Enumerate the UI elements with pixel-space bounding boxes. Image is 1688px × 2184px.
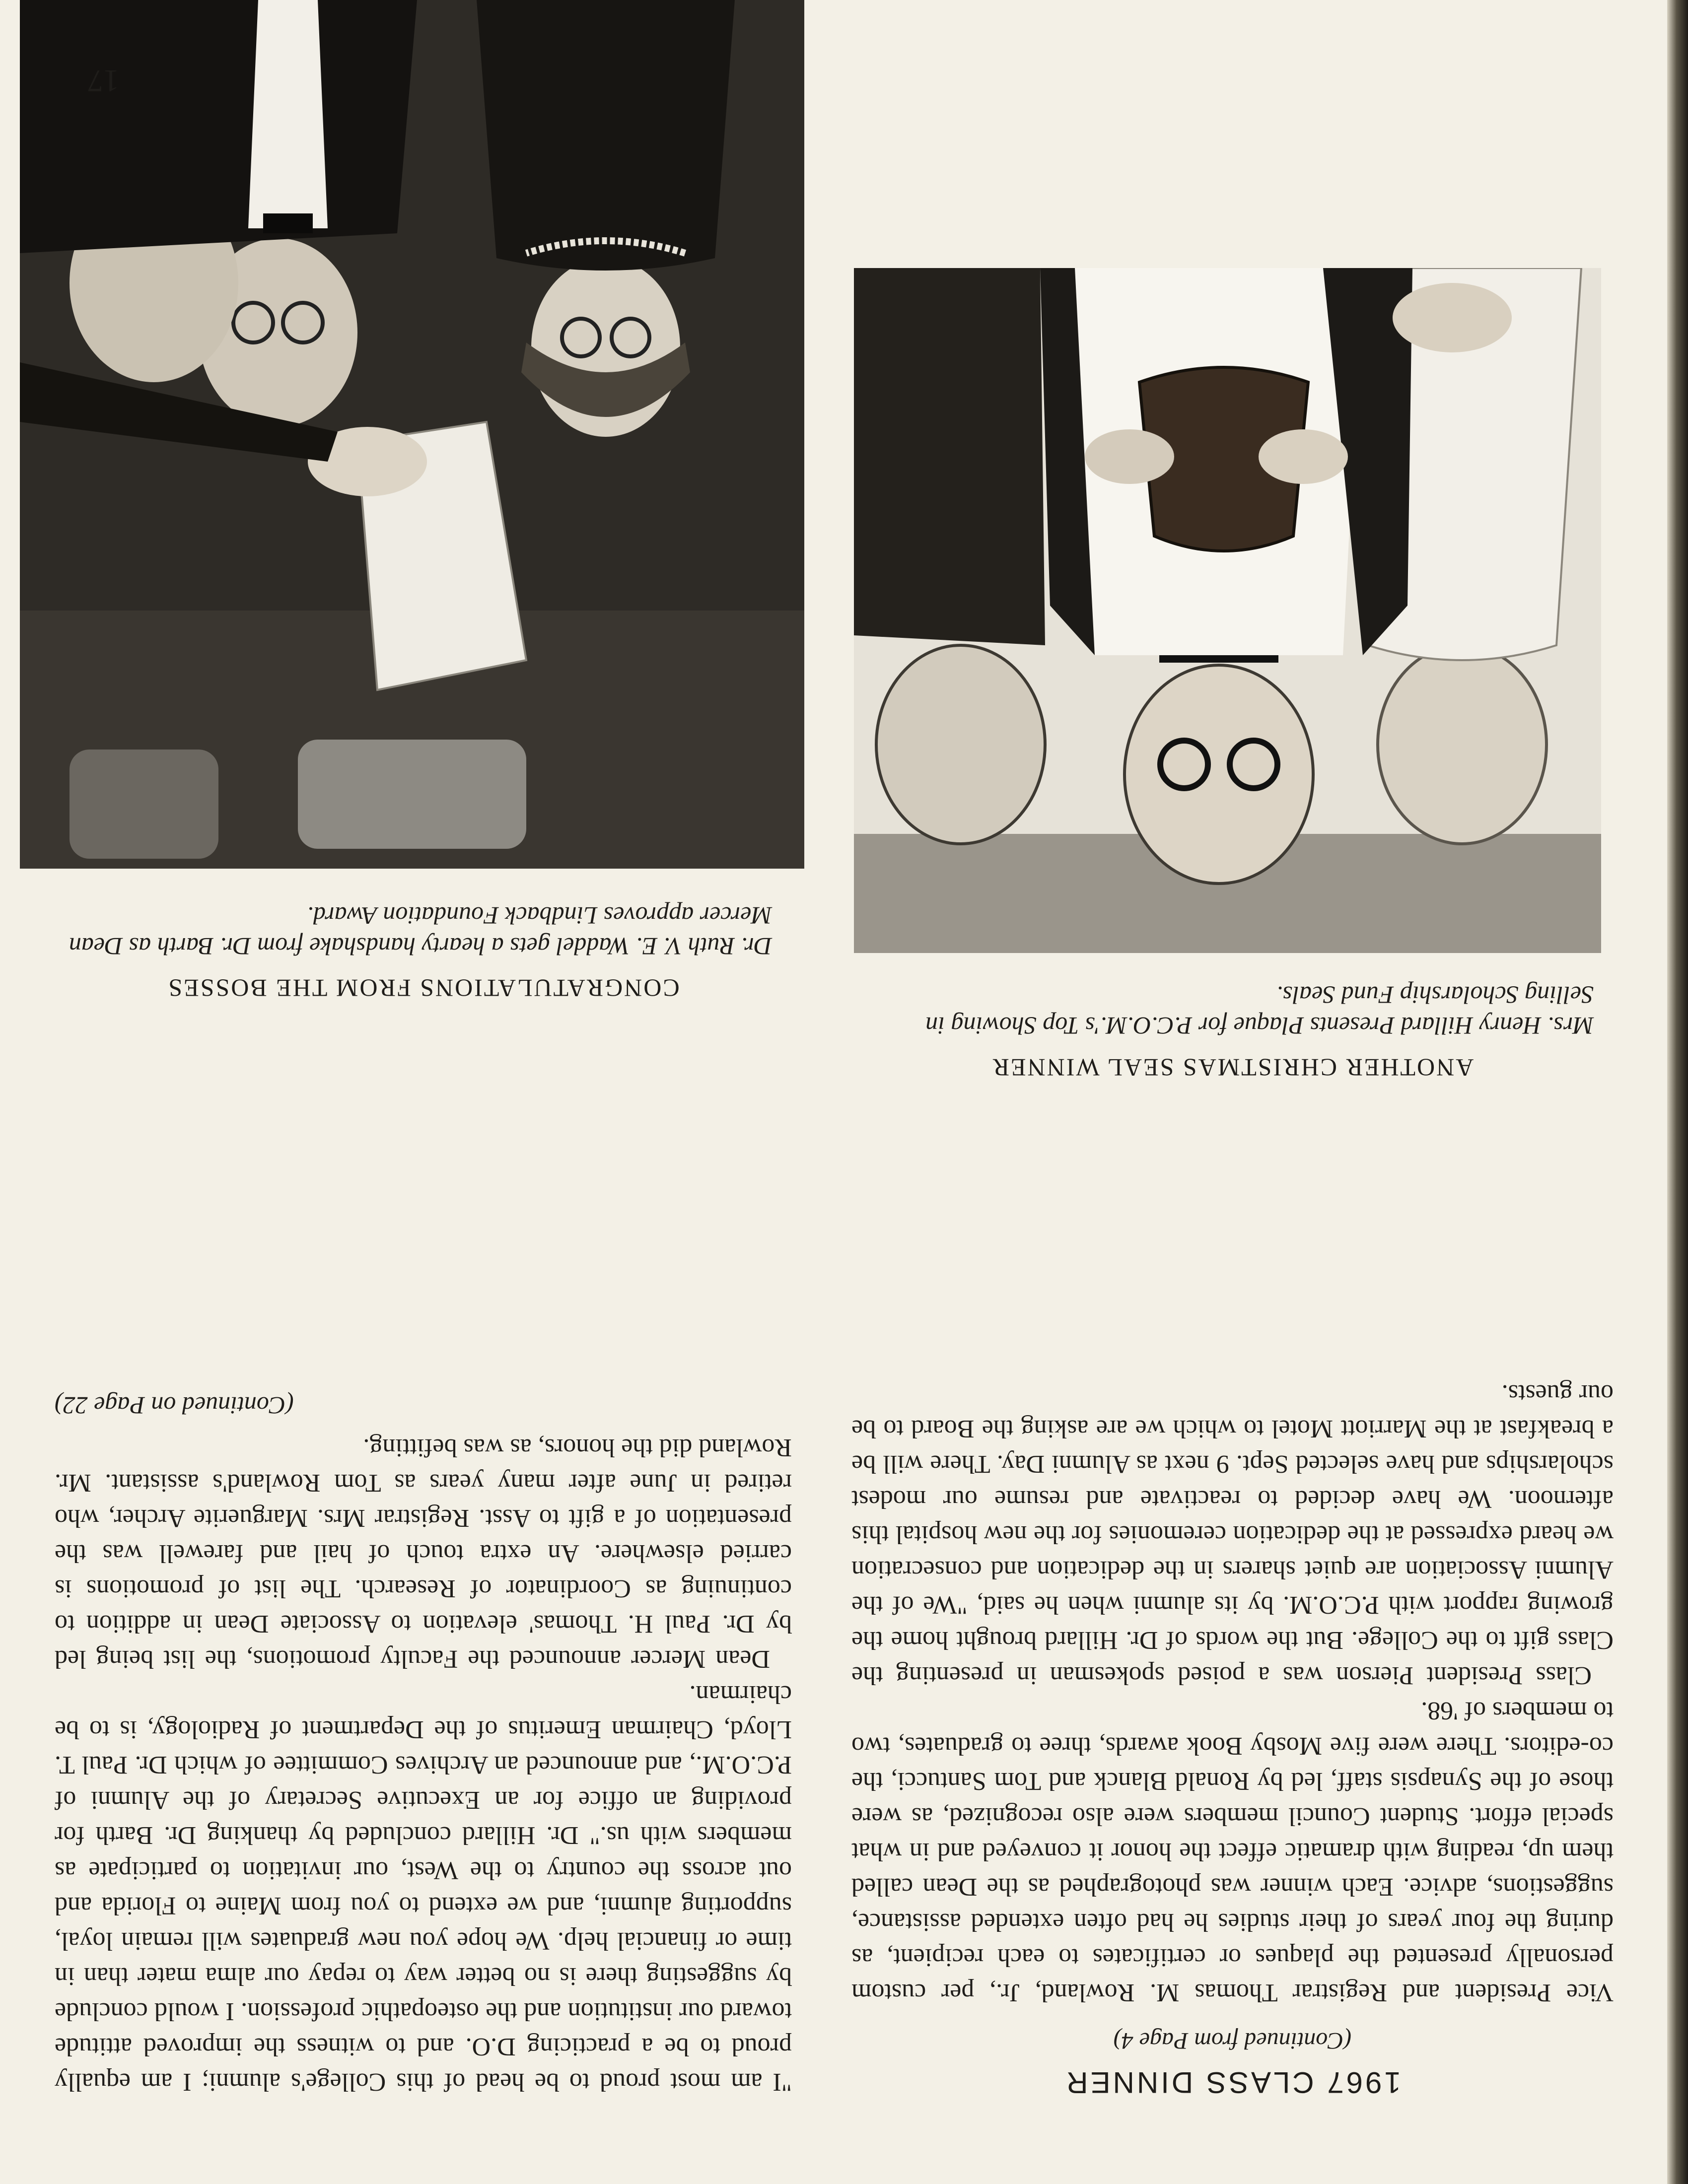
- photo-1-caption: Dr. Ruth V. E. Waddel gets a hearty handshake from Dr. Barth as Dean Mercer approves Lindback Foundation Award.: [69, 902, 772, 960]
- article-body-1: [851, 1376, 1614, 2010]
- article-body-2: [55, 1430, 792, 2100]
- photo-bosses: [20, 0, 804, 869]
- seal-winner-photo-image: [854, 268, 1601, 953]
- article-title: 1967 CLASS DINNER: [1064, 2066, 1401, 2099]
- continued-from: (Continued from Page 4): [1113, 2028, 1352, 2054]
- page-number: 17: [87, 64, 119, 99]
- continued-on: (Continued on Page 22): [55, 1392, 294, 1420]
- paragraph-2: Class President Pierson was a poised spokesman in presenting the Class gift to the College. But the words of Dr. Hillard brought home the growing rapport with P.C.O.M. by its alumni when he said, "We of the Alumni Association are quiet sharers in the dedication and consecration we heard expressed at the dedication ceremonies for the new hospital this afternoon. We have decided to reactivate and resume our modest scholarships and have selected Sept. 9 next as Alumni Day. There will be a breakfast at the Marriott Motel to which we are asking the Board to be our guests.: [851, 1379, 1614, 1690]
- paragraph-4: Dean Mercer announced the Faculty promotions, the list being led by Dr. Paul H. Thomas' elevation to Associate Dean in addition to continuing as Coordinator of Research. The list of promotions is carried elsewhere. An extra touch of hail and farewell was the presentation of a gift to Asst. Registrar Mrs. Marguerite Archer, who retired in June after many years as Tom Rowland's assistant. Mr. Rowland did the honors, as was befitting.: [55, 1433, 792, 1673]
- bosses-photo-image: [20, 0, 804, 869]
- photo-1-caption-block: [55, 900, 792, 1003]
- photo-2-caption-title: ANOTHER CHRISTMAS SEAL WINNER: [991, 1054, 1474, 1082]
- article-column-2: [55, 1391, 792, 2100]
- photo-1-caption-title: CONGRATULATIONS FROM THE BOSSES: [167, 974, 680, 1002]
- paragraph-3: "I am most proud to be head of this College's alumni; I am equally proud to be a practicing D.O. and to witness the improved attitude toward our institution and the osteopathic profession. I would conclude by suggesting there is no better way to repay our alma mater than in time or financial help. We hope you new graduates will remain loyal, supporting alumni, and we extend to you from Maine to Florida and out across the country to the West, our invitation to participate as members with us." Dr. Hillard concluded by thanking Dr. Barth for providing an office for an Executive Secretary of the Alumni of P.C.O.M., and announced an Archives Committee of which Dr. Paul T. Lloyd, Chairman Emeritus of the Department of Radiology, is to be chairman.: [55, 1680, 792, 2096]
- photo-2-caption: Mrs. Henry Hillard Presents Plaque for P.C.O.M.'s Top Showing in Selling Scholarship Fund Seals.: [925, 981, 1594, 1040]
- binding-edge: [1667, 0, 1688, 2184]
- photo-2-caption-block: [851, 980, 1614, 1082]
- photo-seal-winner: [854, 268, 1601, 953]
- article-column-1: [851, 1376, 1614, 2100]
- paragraph-1: Vice President and Registrar Thomas M. Rowland, Jr., per custom personally presented the plaques or certificates to each recipient, as during the four years of their studies he had often extended assistance, suggestions, advice. Each winner was photographed as the Dean called them up, reading with dramatic effect the honor it conveyed and in what special effort. Student Council members were also recognized, as were those of the Synapsis staff, led by Ronald Blanck and Tom Santucci, the co-editors. There were five Mosby Book awards, three to graduates, two to members of '68.: [851, 1697, 1614, 2007]
